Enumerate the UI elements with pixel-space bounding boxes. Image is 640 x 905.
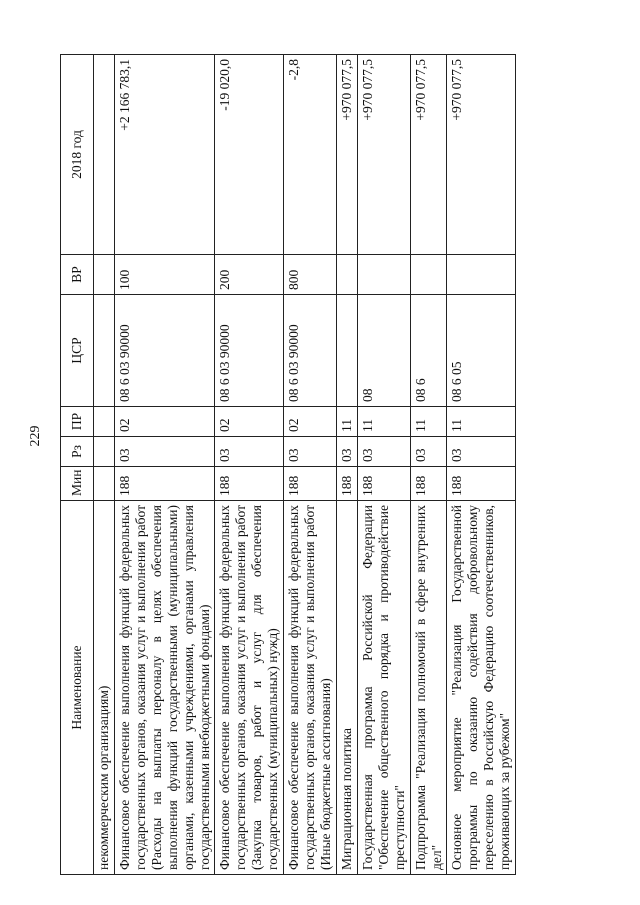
row-pr: 02	[114, 407, 215, 437]
row-rz: 03	[114, 437, 215, 467]
row-name: Финансовое обеспечение выполнения функций федеральных государственных органов, оказания услуг и выполнения работ (Закупка товаров, работ и услуг для обеспечения государственных (муниципальных) нужд)	[215, 501, 284, 875]
row-csr	[336, 295, 357, 407]
header-rz: Рз	[61, 437, 94, 467]
table-row	[336, 55, 357, 875]
table-header-row	[61, 55, 94, 875]
row-vr: 100	[114, 255, 215, 295]
header-year: 2018 год	[61, 55, 94, 255]
row-csr: 08	[357, 295, 410, 407]
table-row	[94, 55, 115, 875]
row-amount: +970 077,5	[410, 55, 447, 255]
row-min	[94, 467, 115, 501]
row-min: 188	[357, 467, 410, 501]
row-amount	[94, 55, 115, 255]
table-row	[215, 55, 284, 875]
header-csr: ЦСР	[61, 295, 94, 407]
row-pr: 02	[284, 407, 337, 437]
row-rz	[94, 437, 115, 467]
row-pr	[94, 407, 115, 437]
row-amount: +970 077,5	[357, 55, 410, 255]
row-rz: 03	[284, 437, 337, 467]
row-rz: 03	[447, 437, 516, 467]
row-rz: 03	[410, 437, 447, 467]
row-pr: 11	[447, 407, 516, 437]
row-name: Финансовое обеспечение выполнения функций федеральных государственных органов, оказания услуг и выполнения работ (Расходы на выплаты персоналу в целях обеспечения выполнения функций государственными (муниципальными) органами, казенными учреждениями, органами управления государственными внебюджетными фондами)	[114, 501, 215, 875]
row-pr: 02	[215, 407, 284, 437]
row-csr: 08 6 03 90000	[215, 295, 284, 407]
row-min: 188	[215, 467, 284, 501]
row-pr: 11	[357, 407, 410, 437]
header-name: Наименование	[61, 501, 94, 875]
row-amount: -19 020,0	[215, 55, 284, 255]
row-min: 188	[284, 467, 337, 501]
row-pr: 11	[336, 407, 357, 437]
row-pr: 11	[410, 407, 447, 437]
row-csr: 08 6 03 90000	[284, 295, 337, 407]
row-csr	[94, 295, 115, 407]
row-name: Подпрограмма "Реализация полномочий в сфере внутренних дел"	[410, 501, 447, 875]
header-min: Мин	[61, 467, 94, 501]
header-vr: ВР	[61, 255, 94, 295]
budget-table	[60, 54, 516, 875]
table-row	[447, 55, 516, 875]
row-amount: -2,8	[284, 55, 337, 255]
row-vr	[410, 255, 447, 295]
row-min: 188	[410, 467, 447, 501]
row-rz: 03	[336, 437, 357, 467]
table-row	[284, 55, 337, 875]
row-min: 188	[336, 467, 357, 501]
row-name: Государственная программа Российской Федерации "Обеспечение общественного порядка и противодействие преступности"	[357, 501, 410, 875]
table-row	[410, 55, 447, 875]
row-vr	[447, 255, 516, 295]
row-min: 188	[447, 467, 516, 501]
row-vr: 800	[284, 255, 337, 295]
table-row	[357, 55, 410, 875]
row-vr: 200	[215, 255, 284, 295]
row-name: Финансовое обеспечение выполнения функций федеральных государственных органов, оказания услуг и выполнения работ (Иные бюджетные ассигнования)	[284, 501, 337, 875]
page-number: 229	[28, 425, 43, 447]
row-vr	[336, 255, 357, 295]
row-csr: 08 6 05	[447, 295, 516, 407]
row-amount: +970 077,5	[336, 55, 357, 255]
row-csr: 08 6	[410, 295, 447, 407]
row-csr: 08 6 03 90000	[114, 295, 215, 407]
header-pr: ПР	[61, 407, 94, 437]
row-vr	[357, 255, 410, 295]
row-rz: 03	[215, 437, 284, 467]
row-amount: +2 166 783,1	[114, 55, 215, 255]
row-name: Основное мероприятие "Реализация Государственной программы по оказанию содействия добровольному переселению в Российскую Федерацию соотечественников, проживающих за рубежом"	[447, 501, 516, 875]
row-min: 188	[114, 467, 215, 501]
rotated-table-container	[60, 55, 630, 875]
row-amount: +970 077,5	[447, 55, 516, 255]
row-name: некоммерческим организациям)	[94, 501, 115, 875]
row-name: Миграционная политика	[336, 501, 357, 875]
row-vr	[94, 255, 115, 295]
row-rz: 03	[357, 437, 410, 467]
table-row	[114, 55, 215, 875]
